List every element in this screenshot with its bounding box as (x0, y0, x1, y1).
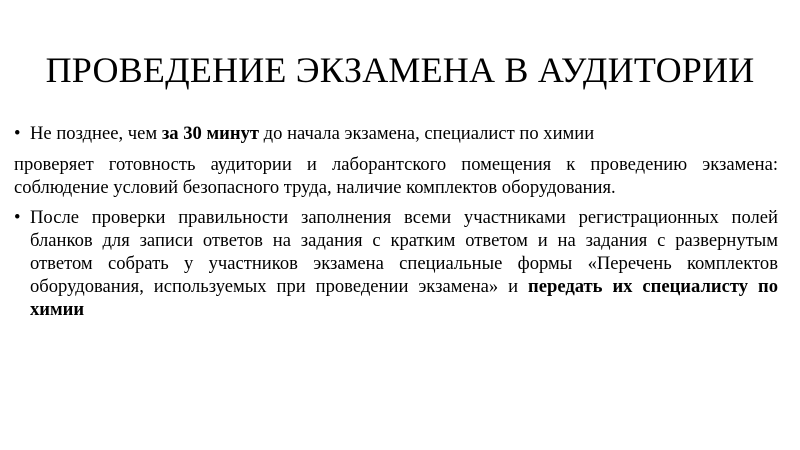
bullet2-text: После проверки правильности заполнения всеми участниками регистрационных полей бланков для записи ответов на задания с кратким ответом и на задания с развернутым ответом собрать у участников экзамена специальные формы «Перечень комплектов оборудования, используемых при проведении экзамена» и (30, 207, 778, 297)
bullet1-text-start: Не позднее, чем (30, 123, 162, 144)
bullet2-emphasis: передать их специалисту по химии (30, 276, 778, 320)
paragraph-continuation: проверяет готовность аудитории и лаборантского помещения к проведению экзамена: соблюдение условий безопасного труда, наличие комплектов оборудования. (14, 154, 778, 198)
bullet-marker: • (14, 123, 21, 144)
bullet-item-1 (14, 122, 778, 145)
bullet1-text-end: до начала экзамена, специалист по химии (259, 123, 595, 144)
slide-content (14, 122, 778, 321)
bullet-item-2 (14, 206, 778, 321)
slide-title: ПРОВЕДЕНИЕ ЭКЗАМЕНА В АУДИТОРИИ (45, 50, 755, 90)
bullet1-time-emphasis: за 30 минут (161, 123, 260, 144)
bullet-marker: • (14, 207, 21, 228)
